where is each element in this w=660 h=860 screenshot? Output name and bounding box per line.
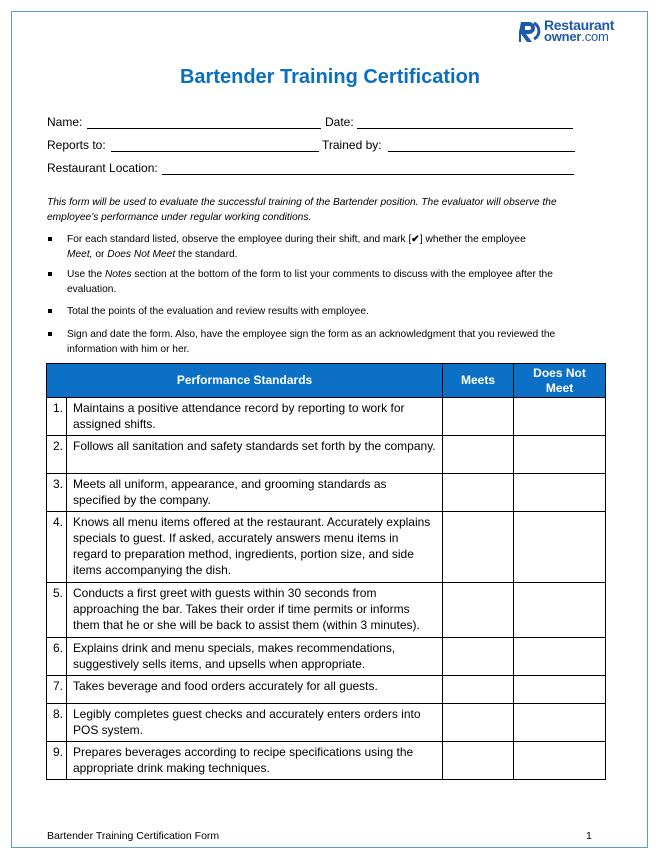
meets-cell[interactable]	[443, 474, 514, 512]
logo-line1: Restaurant	[544, 17, 615, 33]
table-row	[47, 512, 606, 583]
trained-by-input-line[interactable]	[388, 151, 575, 152]
reports-to-input-line[interactable]	[111, 151, 319, 152]
header-does-not-meet: Does Not Meet	[514, 364, 606, 398]
intro-paragraph: This form will be used to evaluate the successful training of the Bartender position. The evaluator will observe the employee’s performance under regular working conditions.	[47, 197, 557, 223]
meets-cell[interactable]	[443, 742, 514, 780]
meets-cell[interactable]	[443, 398, 514, 436]
meets-cell[interactable]	[443, 638, 514, 676]
does-not-meet-cell[interactable]	[514, 676, 606, 704]
footer-title: Bartender Training Certification Form	[47, 830, 220, 842]
standard-text: Prepares beverages according to recipe specifications using the appropriate drink making techniques.	[67, 742, 443, 780]
meets-cell[interactable]	[443, 676, 514, 704]
logo-mark-icon	[519, 19, 541, 43]
meets-cell[interactable]	[443, 436, 514, 474]
standard-text: Explains drink and menu specials, makes recommendations, suggestively sells items, and upsells when appropriate.	[67, 638, 443, 676]
row-number: 1.	[47, 398, 67, 436]
bullet-icon	[48, 237, 52, 241]
location-label: Restaurant Location:	[47, 161, 158, 175]
standard-text: Meets all uniform, appearance, and grooming standards as specified by the company.	[67, 474, 443, 512]
does-not-meet-cell[interactable]	[514, 398, 606, 436]
bullet-icon	[48, 332, 52, 336]
row-number: 4.	[47, 512, 67, 583]
name-input-line[interactable]	[87, 128, 321, 129]
name-label: Name:	[47, 115, 83, 129]
table-row	[47, 436, 606, 474]
row-number: 6.	[47, 638, 67, 676]
meets-cell[interactable]	[443, 704, 514, 742]
table-row	[47, 583, 606, 638]
bullet-icon	[48, 309, 52, 313]
table-row	[47, 742, 606, 780]
table-header-row	[47, 364, 606, 398]
does-not-meet-cell[interactable]	[514, 638, 606, 676]
location-input-line[interactable]	[162, 174, 574, 175]
performance-standards-table	[46, 363, 606, 780]
table-row	[47, 638, 606, 676]
row-number: 7.	[47, 676, 67, 704]
table-row	[47, 676, 606, 704]
bullet-icon	[48, 272, 52, 276]
does-not-meet-cell[interactable]	[514, 704, 606, 742]
standard-text: Conducts a first greet with guests within 30 seconds from approaching the bar. Takes their order if time permits or informs them that he or she will be back to assist them (within 3 minutes).	[67, 583, 443, 638]
standard-text: Legibly completes guest checks and accurately enters orders into POS system.	[67, 704, 443, 742]
does-not-meet-cell[interactable]	[514, 742, 606, 780]
page-number: 1	[586, 830, 592, 842]
row-number: 5.	[47, 583, 67, 638]
table-row	[47, 398, 606, 436]
table-row	[47, 474, 606, 512]
date-label: Date:	[325, 115, 354, 129]
meets-cell[interactable]	[443, 512, 514, 583]
date-input-line[interactable]	[357, 128, 573, 129]
row-number: 9.	[47, 742, 67, 780]
does-not-meet-cell[interactable]	[514, 583, 606, 638]
table-row	[47, 704, 606, 742]
does-not-meet-cell[interactable]	[514, 512, 606, 583]
header-meets: Meets	[443, 364, 514, 398]
standard-text: Follows all sanitation and safety standards set forth by the company.	[67, 436, 443, 474]
trained-by-label: Trained by:	[322, 138, 382, 152]
checkmark-icon: ✔	[411, 234, 420, 245]
logo-line2: owner.com	[544, 29, 609, 44]
row-number: 3.	[47, 474, 67, 512]
row-number: 2.	[47, 436, 67, 474]
does-not-meet-cell[interactable]	[514, 436, 606, 474]
restaurant-owner-logo	[519, 19, 614, 43]
header-performance-standards: Performance Standards	[47, 364, 443, 398]
does-not-meet-cell[interactable]	[514, 474, 606, 512]
reports-to-label: Reports to:	[47, 138, 106, 152]
row-number: 8.	[47, 704, 67, 742]
standard-text: Knows all menu items offered at the restaurant. Accurately explains specials to guest. If asked, accurately answers menu items in regard to preparation method, ingredients, portion size, and side items accompanying the dish.	[67, 512, 443, 583]
standard-text: Maintains a positive attendance record by reporting to work for assigned shifts.	[67, 398, 443, 436]
standard-text: Takes beverage and food orders accurately for all guests.	[67, 676, 443, 704]
meets-cell[interactable]	[443, 583, 514, 638]
page-title: Bartender Training Certification	[179, 66, 481, 88]
